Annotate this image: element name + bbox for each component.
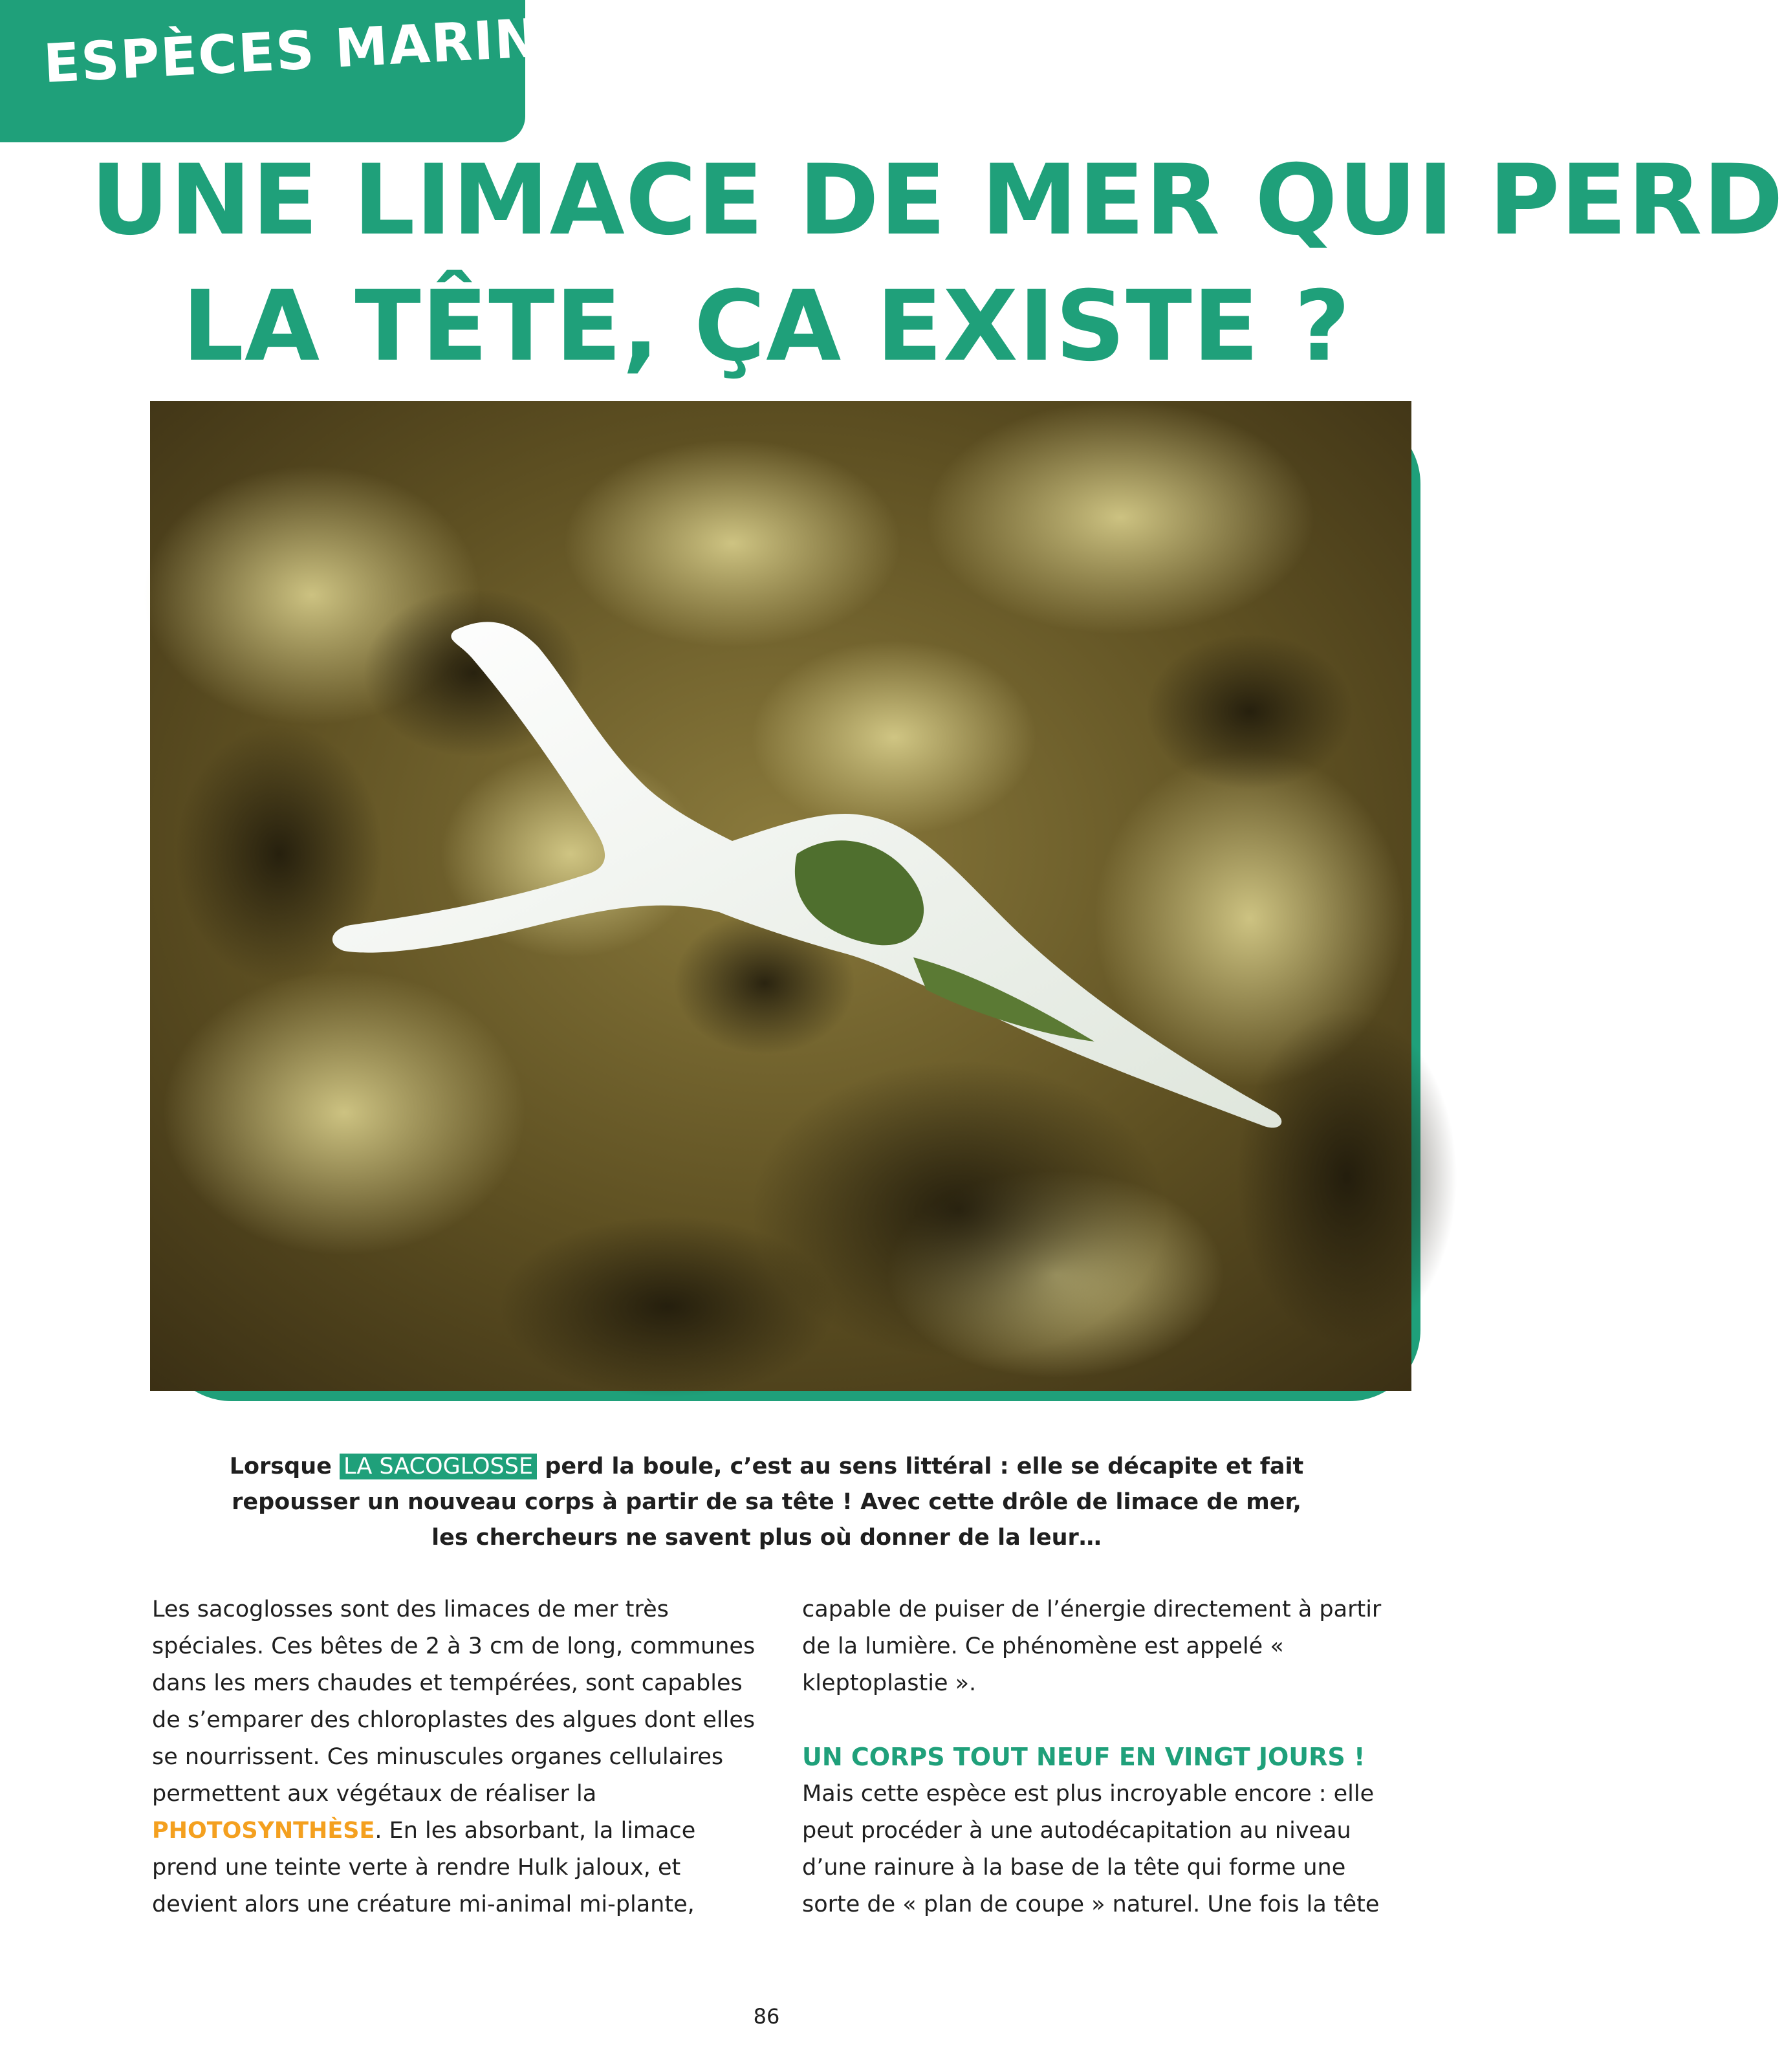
lead-text-before: Lorsque (229, 1454, 340, 1479)
headline-line-1: UNE LIMACE DE MER QUI PERD (91, 144, 1784, 257)
lead-text-after: perd la boule, c’est au sens littéral : elle se décapite et fait repousser un nouveau corps à partir de sa tête ! Avec cette drôle de limace de mer, les chercheurs ne savent plus où donner de la leur… (232, 1454, 1304, 1551)
body-paragraph-right-1: capable de puiser de l’énergie directement à partir de la lumière. Ce phénomène est appelé « kleptoplastie ». (802, 1597, 1382, 1696)
headline-line-2: LA TÊTE, ÇA EXISTE ? (182, 270, 1351, 383)
body-paragraph-right-2: Mais cette espèce est plus incroyable encore : elle peut procéder à une autodécapitation au niveau d’une rainure à la base de la tête qui forme une sorte de « plan de coupe » naturel. Une fois la tête (802, 1781, 1380, 1917)
body-paragraph-left (152, 1591, 760, 1923)
lead-paragraph (213, 1449, 1320, 1556)
page-number: 86 (753, 2004, 780, 2029)
body-left-before: Les sacoglosses sont des limaces de mer très spéciales. Ces bêtes de 2 à 3 cm de long, communes dans les mers chaudes et tempérées, sont capables de s’emparer des chloroplastes des algues dont elles se nourrissent. Ces minuscules organes cellulaires permettent aux végétaux de réaliser la (152, 1597, 756, 1807)
body-column-left (152, 1591, 760, 1923)
subheading: UN CORPS TOUT NEUF EN VINGT JOURS ! (802, 1743, 1365, 1771)
section-label: ESPÈCES MARINES (42, 3, 619, 96)
lead-highlight: LA SACOGLOSSE (340, 1454, 537, 1479)
sea-slug-illustration (150, 401, 1411, 1391)
sea-slug-photo (150, 401, 1411, 1391)
body-left-after: . En les absorbant, la limace prend une teinte verte à rendre Hulk jaloux, et devient alors une créature mi-animal mi-plante, (152, 1818, 696, 1917)
section-tab (0, 0, 619, 142)
keyword-photosynthese: PHOTOSYNTHÈSE (152, 1818, 375, 1844)
body-column-right (802, 1591, 1410, 1923)
